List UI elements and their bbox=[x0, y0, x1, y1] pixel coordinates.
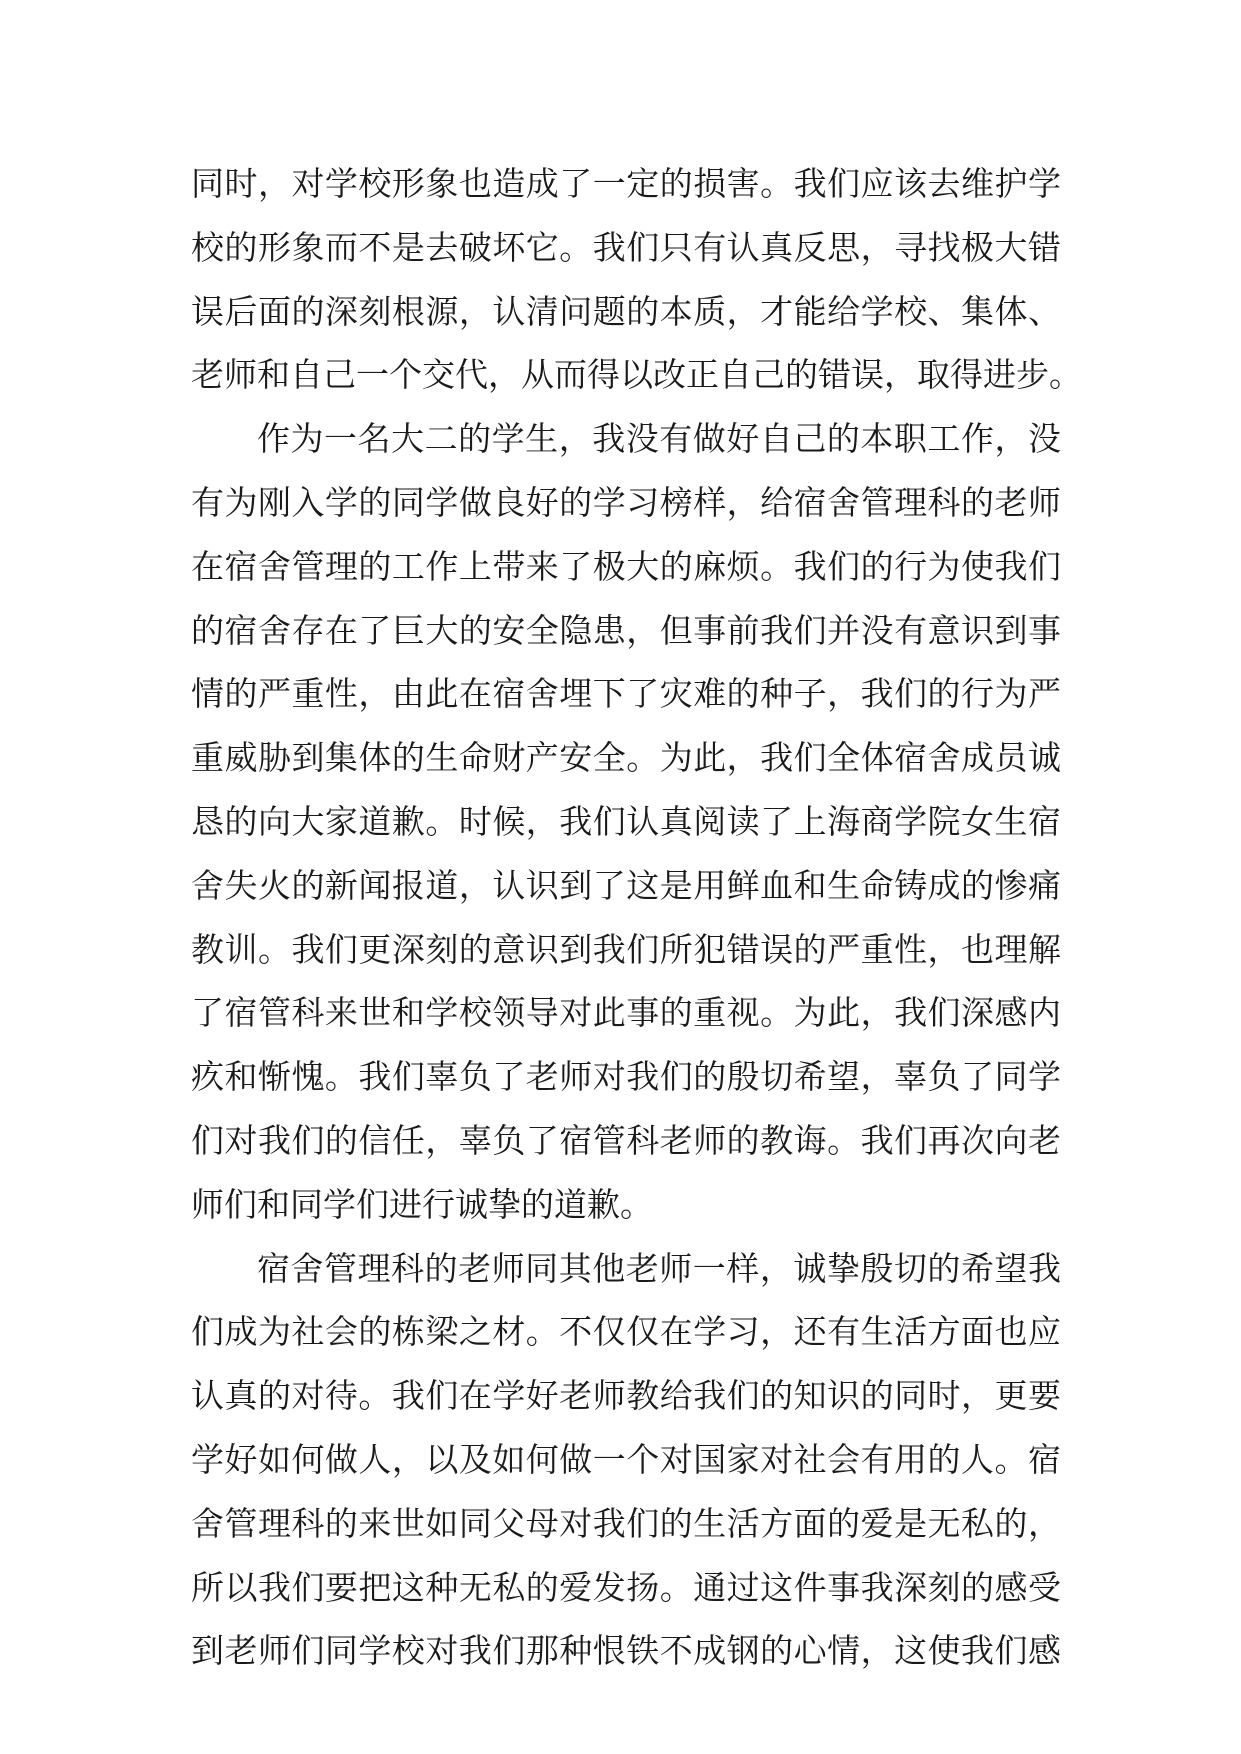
paragraph-line: 恳的向大家道歉。时候，我们认真阅读了上海商学院女生宿 bbox=[191, 801, 1061, 841]
paragraph-line: 师们和同学们进行诚挚的道歉。 bbox=[191, 1184, 653, 1224]
paragraph-line: 们对我们的信任，辜负了宿管科老师的教诲。我们再次向老 bbox=[191, 1120, 1061, 1160]
paragraph-line: 情的严重性，由此在宿舍埋下了灾难的种子，我们的行为严 bbox=[191, 674, 1061, 714]
paragraph-line: 学好如何做人，以及如何做一个对国家对社会有用的人。宿 bbox=[191, 1439, 1061, 1479]
paragraph-line: 作为一名大二的学生，我没有做好自己的本职工作，没 bbox=[257, 419, 1061, 459]
paragraph-line: 的宿舍存在了巨大的安全隐患，但事前我们并没有意识到事 bbox=[191, 610, 1061, 650]
paragraph-line: 有为刚入学的同学做良好的学习榜样，给宿舍管理科的老师 bbox=[191, 482, 1061, 522]
paragraph-line: 老师和自己一个交代，从而得以改正自己的错误，取得进步。 bbox=[191, 355, 1082, 395]
paragraph-line: 到老师们同学校对我们那种恨铁不成钢的心情，这使我们感 bbox=[191, 1631, 1061, 1671]
paragraph-line: 所以我们要把这种无私的爱发扬。通过这件事我深刻的感受 bbox=[191, 1567, 1061, 1607]
paragraph-line: 舍管理科的来世如同父母对我们的生活方面的爱是无私的， bbox=[191, 1503, 1061, 1543]
paragraph-line: 舍失火的新闻报道，认识到了这是用鲜血和生命铸成的惨痛 bbox=[191, 865, 1061, 905]
paragraph-line: 误后面的深刻根源，认清问题的本质，才能给学校、集体、 bbox=[191, 291, 1061, 331]
paragraph-line: 教训。我们更深刻的意识到我们所犯错误的严重性，也理解 bbox=[191, 929, 1061, 969]
paragraph-line: 重威胁到集体的生命财产安全。为此，我们全体宿舍成员诚 bbox=[191, 738, 1061, 778]
document-body bbox=[191, 152, 1082, 1683]
paragraph-line: 了宿管科来世和学校领导对此事的重视。为此，我们深感内 bbox=[191, 993, 1061, 1033]
paragraph-line: 疚和惭愧。我们辜负了老师对我们的殷切希望，辜负了同学 bbox=[191, 1057, 1061, 1097]
paragraph-line: 在宿舍管理的工作上带来了极大的麻烦。我们的行为使我们 bbox=[191, 546, 1061, 586]
paragraph-line: 们成为社会的栋梁之材。不仅仅在学习，还有生活方面也应 bbox=[191, 1312, 1061, 1352]
paragraph-line: 认真的对待。我们在学好老师教给我们的知识的同时，更要 bbox=[191, 1376, 1061, 1416]
paragraph-line: 同时，对学校形象也造成了一定的损害。我们应该去维护学 bbox=[191, 164, 1061, 203]
paragraph-line: 校的形象而不是去破坏它。我们只有认真反思，寻找极大错 bbox=[191, 227, 1061, 267]
paragraph-line: 宿舍管理科的老师同其他老师一样，诚挚殷切的希望我 bbox=[257, 1248, 1061, 1288]
